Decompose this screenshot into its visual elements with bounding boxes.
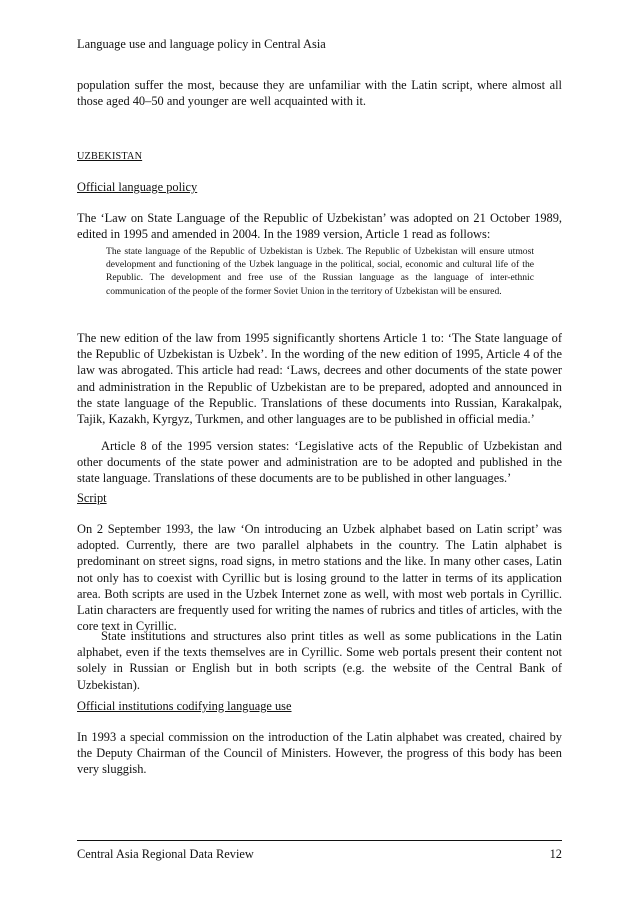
section-title-official-language-policy: Official language policy [77, 180, 198, 194]
footer-publication-title: Central Asia Regional Data Review [77, 847, 254, 861]
official-policy-paragraph-3: Article 8 of the 1995 version states: ‘Legislative acts of the Republic of Uzbekistan and other documents of the state power and administration are to be adopted and published in the state language. Translations of these documents are to be published in other languages.’ [77, 439, 562, 486]
page-number: 12 [549, 847, 562, 861]
country-heading: UZBEKISTAN [77, 151, 143, 162]
official-policy-paragraph-1: The ‘Law on State Language of the Republic of Uzbekistan’ was adopted on 21 October 1989, edited in 1995 and amended in 2004. In the 1989 version, Article 1 read as follows: [77, 211, 562, 242]
intro-paragraph: population suffer the most, because they are unfamiliar with the Latin script, where almost all those aged 40–50 and younger are well acquainted with it. [77, 78, 562, 109]
script-paragraph-1: On 2 September 1993, the law ‘On introducing an Uzbek alphabet based on Latin script’ was adopted. Currently, there are two parallel alphabets in the country. The Latin alphabet is predominant on street signs, road signs, in metro stations and the like. In many other cases, Latin not only has to coexist with Cyrillic but is losing ground to the latter in terms of its application area. Both scripts are used in the Uzbek Internet zone as well, with most web portals in Cyrillic. Latin characters are frequently used for writing the names of rubrics and titles of articles, with the core text in Cyrillic. [77, 522, 562, 634]
institutions-paragraph-1: In 1993 a special commission on the introduction of the Latin alphabet was created, chaired by the Deputy Chairman of the Council of Ministers. However, the progress of this body has been very sluggish. [77, 730, 562, 777]
running-header: Language use and language policy in Central Asia [77, 37, 326, 51]
footer-divider [77, 840, 562, 841]
section-title-script: Script [77, 491, 107, 505]
section-title-official-institutions: Official institutions codifying language use [77, 699, 292, 713]
official-policy-paragraph-2: The new edition of the law from 1995 significantly shortens Article 1 to: ‘The State language of the Republic of Uzbekistan is Uzbek’. In the wording of the new edition of 1995, Article 4 of the law was abrogated. This article had read: ‘Laws, decrees and other documents of the state power and administration in the Republic of Uzbekistan are to be prepared, adopted and announced in the state language of the Republic. Translations of these documents into Russian, Karakalpak, Tajik, Kazakh, Kyrgyz, Turkmen, and other languages are to be published in official media.’ [77, 331, 562, 427]
article-1-quote: The state language of the Republic of Uzbekistan is Uzbek. The Republic of Uzbekistan will ensure utmost development and functioning of the Uzbek language in the political, social, economic and cultural life of the Republic. The development and free use of the Russian language as the language of inter-ethnic communication of the people of the former Soviet Union in the territory of Uzbekistan will be ensured. [106, 246, 534, 297]
script-paragraph-2: State institutions and structures also print titles as well as some publications in the Latin alphabet, even if the texts themselves are in Cyrillic. Some web portals present their content not solely in Russian or English but in both scripts (e.g. the website of the Central Bank of Uzbekistan). [77, 629, 562, 692]
